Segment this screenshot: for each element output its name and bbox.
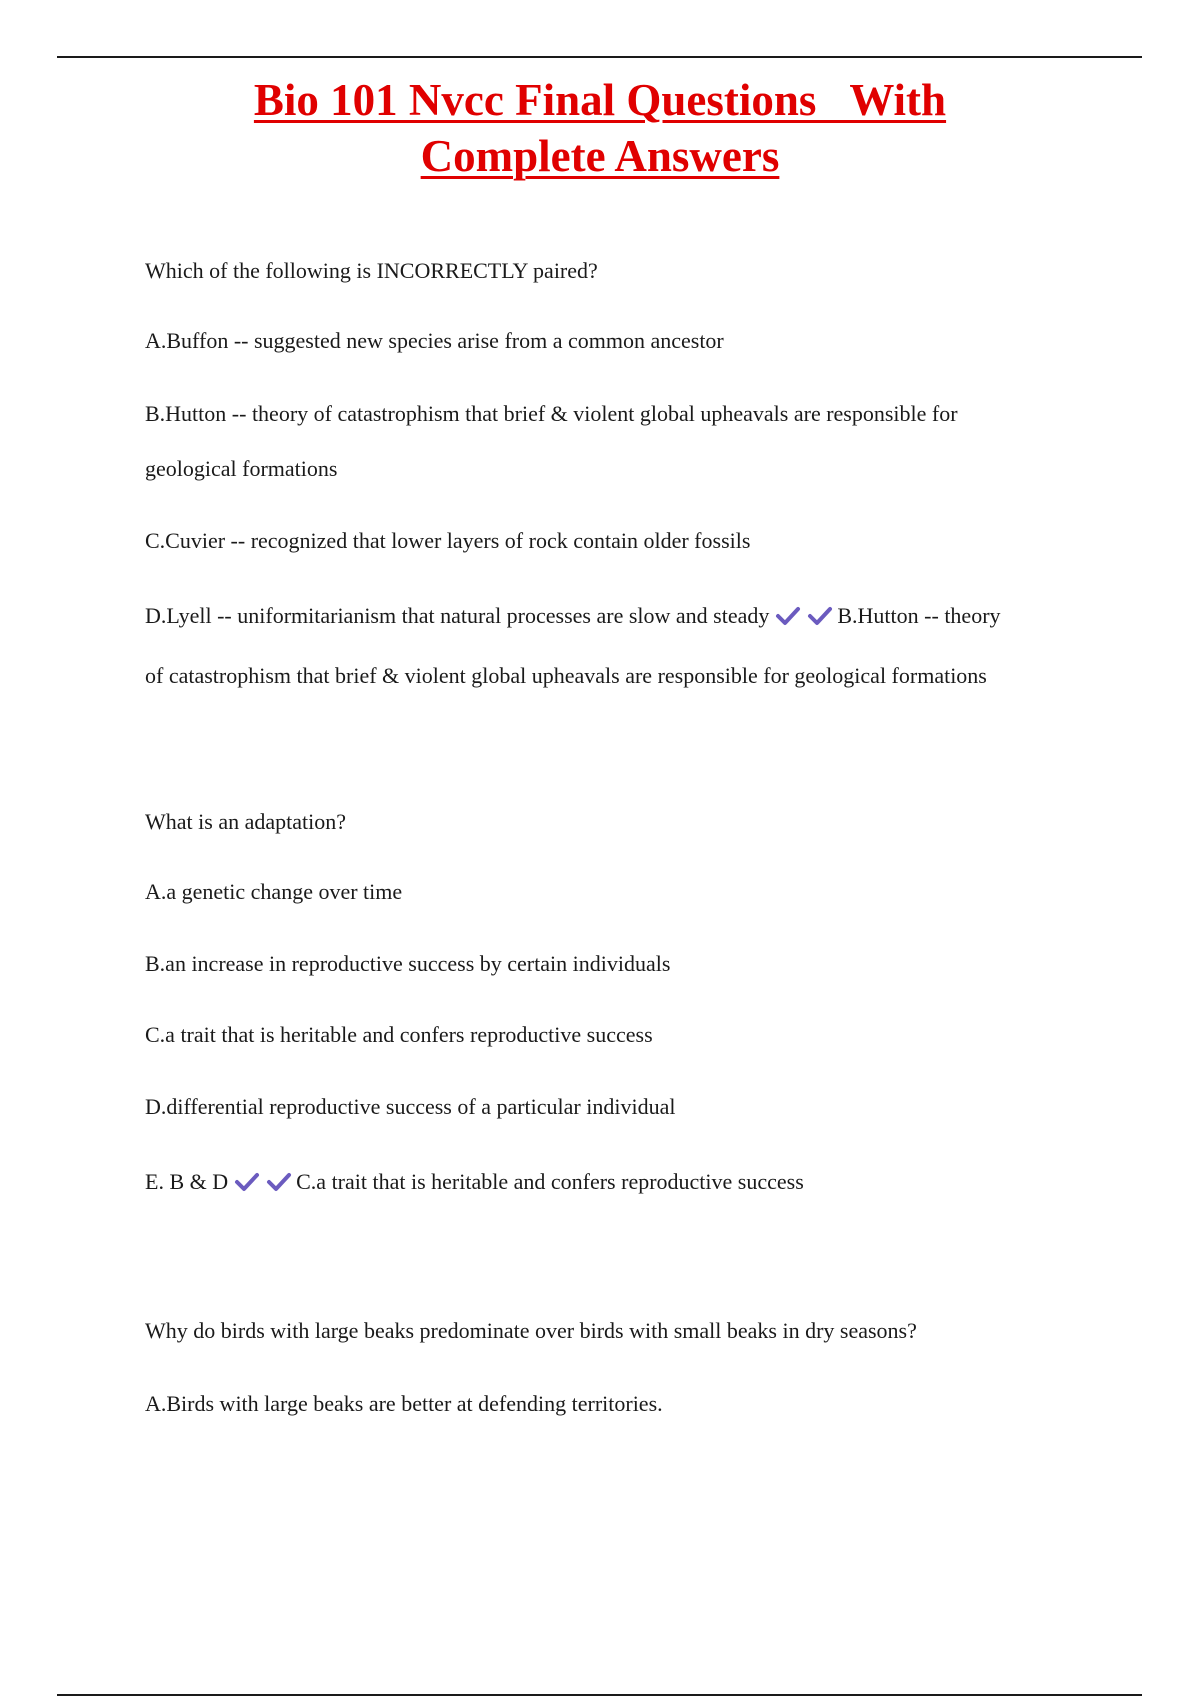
question-1-option-d: D.Lyell -- uniformitarianism that natural processes are slow and steady [145,603,770,628]
bottom-rule [57,1694,1142,1696]
question-1-answer: B.Hutton -- theory [837,603,1001,628]
question-1-option-b-continued: geological formations [145,456,338,481]
answer-checkmarks [769,601,833,631]
question-1-option-b: B.Hutton -- theory of catastrophism that brief & violent global upheavals are responsible for [145,401,958,426]
question-2-answer: C.a trait that is heritable and confers reproductive success [296,1169,804,1194]
question-1-option-c: C.Cuvier -- recognized that lower layers of rock contain older fossils [145,528,751,553]
question-2-option-b: B.an increase in reproductive success by certain individuals [145,951,671,976]
question-1-text: Which of the following is INCORRECTLY paired? [145,258,598,283]
title-line-1: Bio 101 Nvcc Final Questions With [253,75,947,125]
top-rule [57,56,1142,58]
question-2-option-e-with-answer [145,1167,804,1197]
question-2-option-c: C.a trait that is heritable and confers reproductive success [145,1022,653,1047]
question-2-option-e: E. B & D [145,1169,229,1194]
check-icon [775,605,801,627]
check-icon [266,1171,292,1193]
answer-checkmarks [228,1167,292,1197]
question-2-text: What is an adaptation? [145,809,346,834]
document-title [100,72,1100,184]
question-1-answer-continued: of catastrophism that brief & violent global upheavals are responsible for geological formations [145,663,987,688]
question-3-option-a: A.Birds with large beaks are better at defending territories. [145,1391,663,1416]
check-icon [234,1171,260,1193]
check-icon [807,605,833,627]
question-1-option-a: A.Buffon -- suggested new species arise from a common ancestor [145,328,724,353]
question-3-text: Why do birds with large beaks predominate over birds with small beaks in dry seasons? [145,1318,917,1343]
question-1-option-d-with-answer [145,601,1001,631]
title-line-2: Complete Answers [420,131,780,181]
question-2-option-a: A.a genetic change over time [145,879,403,904]
question-2-option-d: D.differential reproductive success of a particular individual [145,1094,676,1119]
